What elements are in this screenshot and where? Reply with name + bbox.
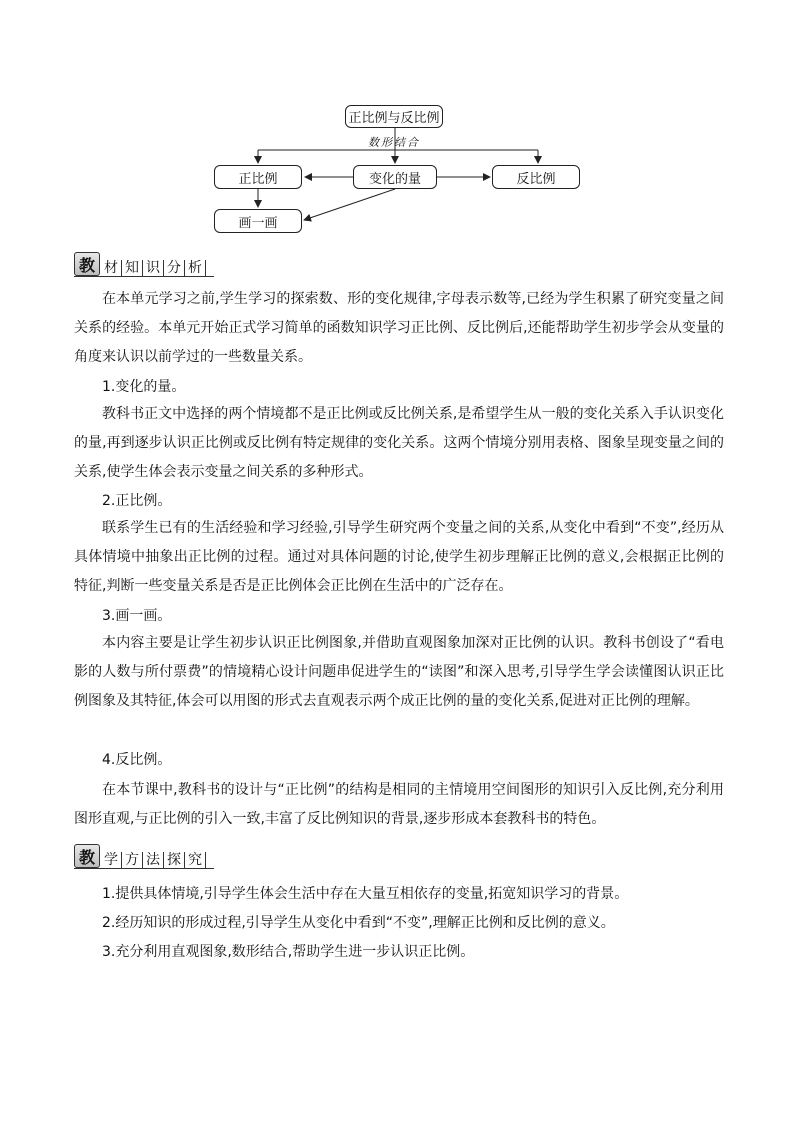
paragraph-3: 本内容主要是让学生初步认识正比例图象,并借助直观图象加深对正比例的认识。教科书创设了“看电影的人数与所付票费”的情境精心设计问题串促进学生的“读图”和深入思考,引导学生学会读懂图认识正比例图象及其特征,体会可以用图的形式去直观表示两个成正比例的量的变化关系,促进对正比例的理解。 xyxy=(74,635,724,709)
box-top-label: 正比例与反比例 xyxy=(348,111,440,126)
concept-diagram xyxy=(0,0,794,245)
box-left-label: 正比例 xyxy=(238,171,278,187)
section-badge: 教 xyxy=(74,844,100,868)
method-item-1: 1.提供具体情境,引导学生体会生活中存在大量互相依存的变量,拓宽知识学习的背景。 xyxy=(102,886,629,902)
subheading-3: 3.画一画。 xyxy=(102,608,172,624)
box-bottom xyxy=(214,209,302,233)
section-title xyxy=(104,852,206,868)
paragraph-4: 在本节课中,教科书的设计与“正比例”的结构是相同的主情境用空间图形的知识引入反比例,充分利用图形直观,与正比例的引入一致,丰富了反比例知识的背景,逐步形成本套教科书的特色。 xyxy=(74,782,724,827)
section-badge: 教 xyxy=(74,252,100,276)
method-item-3: 3.充分利用直观图象,数形结合,帮助学生进一步认识正比例。 xyxy=(102,944,475,960)
section-title xyxy=(104,260,206,276)
box-top xyxy=(345,105,443,128)
subheading-1: 1.变化的量。 xyxy=(102,379,186,395)
heading-char: 分 xyxy=(164,260,185,276)
arrow-center-to-bottom xyxy=(304,189,395,220)
heading-char: 方 xyxy=(122,852,143,868)
section-heading-1 xyxy=(74,250,206,276)
method-item-2: 2.经历知识的形成过程,引导学生从变化中看到“不变”,理解正比例和反比例的意义。 xyxy=(102,915,615,931)
box-center xyxy=(353,165,437,189)
box-right-label: 反比例 xyxy=(516,171,556,187)
heading-char: 析 xyxy=(185,260,206,276)
box-left xyxy=(214,165,302,189)
edge-label: 数形结合 xyxy=(368,136,420,149)
heading-char: 识 xyxy=(143,260,164,276)
section-underline xyxy=(74,868,214,869)
heading-char: 学 xyxy=(104,852,122,868)
box-right xyxy=(492,165,580,189)
section-heading-2 xyxy=(74,842,206,868)
heading-char: 法 xyxy=(143,852,164,868)
heading-char: 材 xyxy=(104,260,122,276)
heading-char: 究 xyxy=(185,852,206,868)
subheading-2: 2.正比例。 xyxy=(102,493,172,509)
box-bottom-label: 画一画 xyxy=(238,215,278,231)
heading-char: 知 xyxy=(122,260,143,276)
box-center-label: 变化的量 xyxy=(368,171,421,187)
paragraph-2: 联系学生已有的生活经验和学习经验,引导学生研究两个变量之间的关系,从变化中看到“不变”,经历从具体情境中抽象出正比例的过程。通过对具体问题的讨论,使学生初步理解正比例的意义,会根据正比例的特征,判断一些变量关系是否是正比例体会正比例在生活中的广泛存在。 xyxy=(74,520,724,594)
intro-paragraph: 在本单元学习之前,学生学习的探索数、形的变化规律,字母表示数等,已经为学生积累了研究变量之间关系的经验。本单元开始正式学习简单的函数知识学习正比例、反比例后,还能帮助学生初步学会从变量的角度来认识以前学过的一些数量关系。 xyxy=(74,291,724,365)
paragraph-1: 教科书正文中选择的两个情境都不是正比例或反比例关系,是希望学生从一般的变化关系入手认识变化的量,再到逐步认识正比例或反比例有特定规律的变化关系。这两个情境分别用表格、图象呈现变量之间的关系,使学生体会表示变量之间关系的多种形式。 xyxy=(74,406,724,480)
subheading-4: 4.反比例。 xyxy=(102,752,172,768)
section-underline xyxy=(74,276,214,277)
heading-char: 探 xyxy=(164,852,185,868)
